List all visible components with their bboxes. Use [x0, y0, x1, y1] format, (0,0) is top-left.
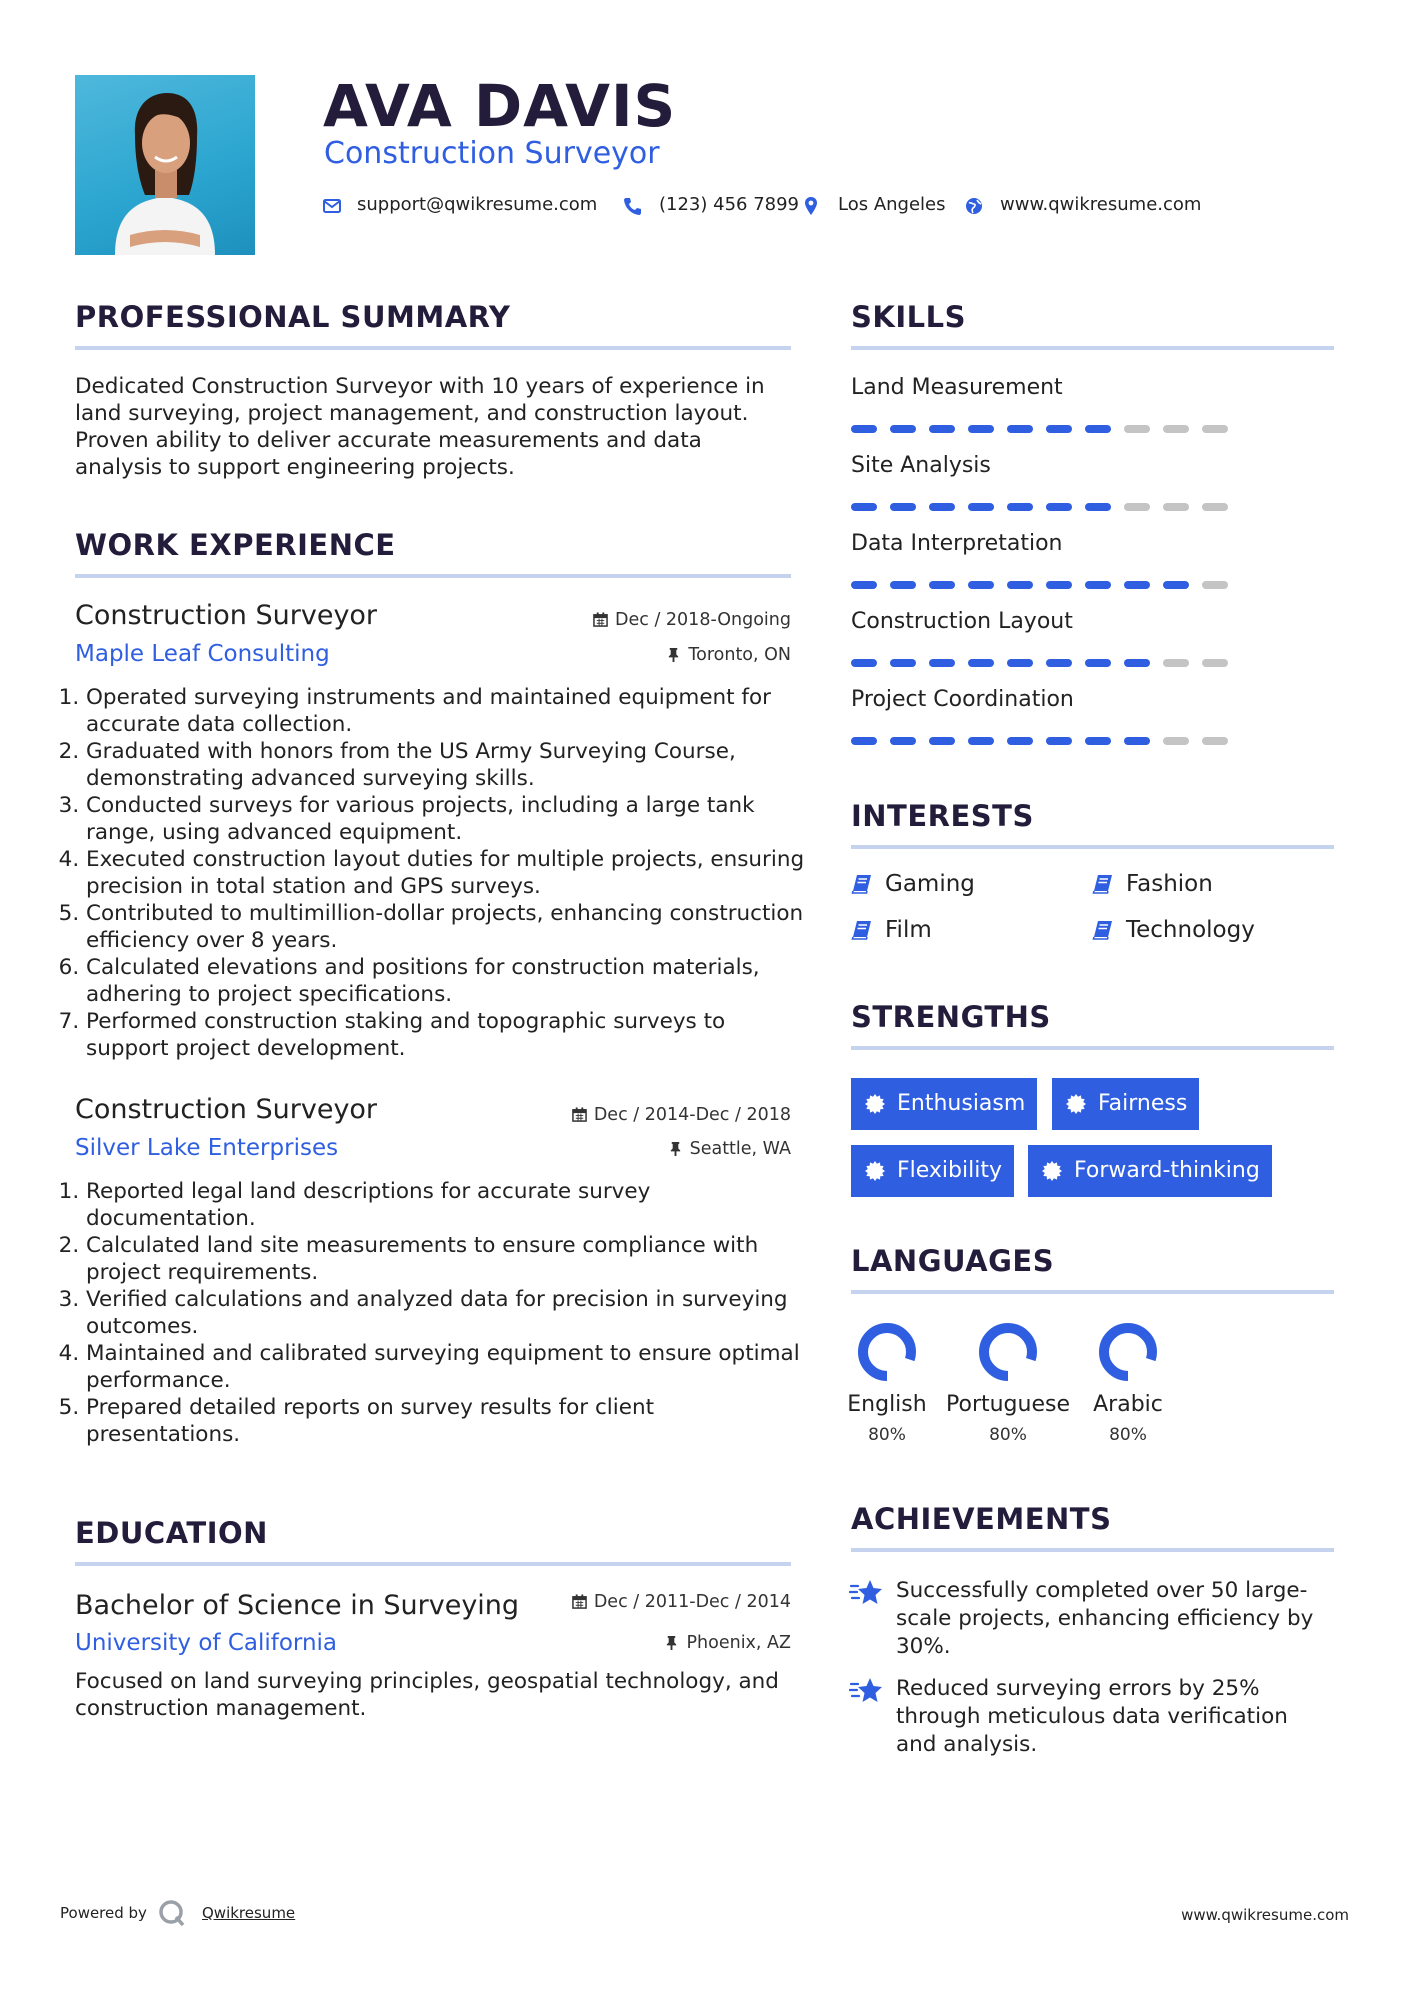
- skill-dot-filled: [968, 659, 994, 667]
- envelope-icon: [322, 196, 342, 216]
- skill-dot-filled: [1085, 737, 1111, 745]
- skill-dot-filled: [851, 659, 877, 667]
- section-rule: [851, 845, 1334, 849]
- interest-label: Technology: [1126, 917, 1255, 943]
- skill-rating: [851, 425, 1241, 433]
- experience-heading: WORK EXPERIENCE: [75, 528, 396, 562]
- skill-dot-empty: [1202, 425, 1228, 433]
- language-percent: 80%: [1109, 1425, 1147, 1445]
- skill-dot-filled: [1085, 659, 1111, 667]
- language-percent: 80%: [989, 1425, 1027, 1445]
- skill-dot-filled: [1163, 581, 1189, 589]
- skill-dot-filled: [1007, 659, 1033, 667]
- interest-label: Film: [885, 917, 932, 943]
- summary-text: Dedicated Construction Surveyor with 10 years of experience in land surveying, project management, and construction layout. Proven ability to deliver accurate measurements and data analysis to support engineering projects.: [75, 374, 765, 480]
- school-name[interactable]: University of California: [75, 1630, 338, 1656]
- list-item: 3. Verified calculations and analyzed data for precision in surveying outcomes.: [86, 1286, 808, 1340]
- summary-heading: PROFESSIONAL SUMMARY: [75, 300, 511, 334]
- skill-dot-filled: [851, 737, 877, 745]
- language-ring-fill: [984, 1328, 1032, 1376]
- skill-dot-filled: [929, 425, 955, 433]
- skill-dot-filled: [890, 659, 916, 667]
- language-name: Portuguese: [946, 1392, 1070, 1417]
- section-rule: [851, 1046, 1334, 1050]
- contact-location: Los Angeles: [838, 194, 946, 215]
- language-ring-fill: [1104, 1328, 1152, 1376]
- badge-icon: [864, 1093, 886, 1115]
- interest-label: Fashion: [1126, 871, 1213, 897]
- skill-dot-empty: [1202, 581, 1228, 589]
- achievements-heading: ACHIEVEMENTS: [851, 1502, 1112, 1536]
- skill-dot-filled: [929, 503, 955, 511]
- skill-rating: [851, 659, 1241, 667]
- skill-dot-filled: [1046, 503, 1072, 511]
- list-item: 2. Graduated with honors from the US Army Surveying Course, demonstrating advanced surveying skills.: [86, 738, 808, 792]
- education-dates: [572, 1592, 791, 1612]
- skill-dot-filled: [1007, 581, 1033, 589]
- language-name: English: [847, 1392, 927, 1417]
- language-ring-fill: [863, 1328, 911, 1376]
- job-bullets: [68, 684, 808, 1062]
- skills-heading: SKILLS: [851, 300, 966, 334]
- education-location-text: Phoenix, AZ: [686, 1633, 791, 1653]
- skill-dot-filled: [1085, 581, 1111, 589]
- section-rule: [851, 1290, 1334, 1294]
- phone-icon: [622, 196, 642, 216]
- achievement-text: Successfully completed over 50 large-scale projects, enhancing efficiency by 30%.: [896, 1578, 1314, 1659]
- job-dates-text: Dec / 2014-Dec / 2018: [593, 1105, 791, 1125]
- skill-dot-filled: [1046, 425, 1072, 433]
- list-item: 2. Calculated land site measurements to ensure compliance with project requirements.: [86, 1232, 808, 1286]
- calendar-icon: [572, 1594, 587, 1609]
- badge-icon: [1065, 1093, 1087, 1115]
- interest-item: [851, 871, 1071, 901]
- book-icon: [851, 919, 873, 941]
- map-pin-icon: [801, 196, 821, 216]
- job-location-text: Seattle, WA: [689, 1139, 791, 1159]
- skill-name: Land Measurement: [851, 375, 1063, 400]
- list-item: 3. Conducted surveys for various projects, including a large tank range, using advanced equipment.: [86, 792, 808, 846]
- job-bullets: [68, 1178, 808, 1448]
- portrait-illustration: [75, 75, 255, 255]
- interest-item: [1092, 917, 1312, 947]
- strength-tag: [1028, 1145, 1272, 1197]
- section-rule: [851, 346, 1334, 350]
- skill-dot-empty: [1202, 503, 1228, 511]
- candidate-name: AVA DAVIS: [323, 72, 677, 140]
- skill-dot-filled: [1046, 737, 1072, 745]
- education-dates-text: Dec / 2011-Dec / 2014: [593, 1592, 791, 1612]
- skill-dot-filled: [890, 581, 916, 589]
- skill-dot-filled: [890, 425, 916, 433]
- language-ring-chart: [976, 1320, 1040, 1384]
- skill-name: Project Coordination: [851, 687, 1074, 712]
- job-dates: [572, 1105, 791, 1125]
- skill-dot-empty: [1163, 737, 1189, 745]
- badge-icon: [1041, 1160, 1063, 1182]
- section-rule: [75, 346, 791, 350]
- footer-url[interactable]: www.qwikresume.com: [1181, 1906, 1349, 1924]
- skill-dot-empty: [1124, 425, 1150, 433]
- strengths-heading: STRENGTHS: [851, 1000, 1051, 1034]
- list-item: 5. Contributed to multimillion-dollar projects, enhancing construction efficiency over 8 years.: [86, 900, 808, 954]
- calendar-icon: [572, 1107, 587, 1122]
- skill-dot-filled: [929, 581, 955, 589]
- skill-dot-filled: [851, 425, 877, 433]
- pushpin-icon: [668, 1141, 683, 1156]
- book-icon: [851, 873, 873, 895]
- skill-dot-filled: [890, 737, 916, 745]
- contact-phone[interactable]: (123) 456 7899: [659, 194, 800, 215]
- shooting-star-icon: [849, 1676, 883, 1706]
- skill-dot-empty: [1163, 425, 1189, 433]
- company-name[interactable]: Maple Leaf Consulting: [75, 641, 330, 667]
- list-item: 4. Executed construction layout duties for multiple projects, ensuring precision in total station and GPS surveys.: [86, 846, 808, 900]
- list-item: 1. Reported legal land descriptions for accurate survey documentation.: [86, 1178, 808, 1232]
- skill-dot-filled: [1085, 503, 1111, 511]
- shooting-star-icon: [849, 1578, 883, 1608]
- skill-dot-filled: [851, 581, 877, 589]
- skill-dot-empty: [1124, 503, 1150, 511]
- skill-rating: [851, 503, 1241, 511]
- languages-heading: LANGUAGES: [851, 1244, 1055, 1278]
- company-name[interactable]: Silver Lake Enterprises: [75, 1135, 339, 1161]
- language-percent: 80%: [868, 1425, 906, 1445]
- list-item: 4. Maintained and calibrated surveying equipment to ensure optimal performance.: [86, 1340, 808, 1394]
- skill-dot-empty: [1163, 503, 1189, 511]
- skill-dot-empty: [1202, 659, 1228, 667]
- skill-dot-filled: [1124, 659, 1150, 667]
- contact-website[interactable]: www.qwikresume.com: [1000, 194, 1202, 215]
- skill-rating: [851, 581, 1241, 589]
- strength-label: Fairness: [1098, 1091, 1188, 1116]
- skill-dot-filled: [968, 581, 994, 589]
- degree-title: Bachelor of Science in Surveying: [75, 1590, 520, 1621]
- job-dates: [593, 610, 791, 630]
- list-item: 7. Performed construction staking and topographic surveys to support project development.: [86, 1008, 808, 1062]
- qwikresume-link[interactable]: Qwikresume: [202, 1904, 296, 1922]
- skill-dot-empty: [1163, 659, 1189, 667]
- skill-dot-filled: [968, 503, 994, 511]
- list-item: 1. Operated surveying instruments and maintained equipment for accurate data collection.: [86, 684, 808, 738]
- interests-heading: INTERESTS: [851, 799, 1034, 833]
- skill-name: Data Interpretation: [851, 531, 1063, 556]
- job-location: [666, 645, 791, 665]
- candidate-title: Construction Surveyor: [324, 136, 660, 171]
- section-rule: [75, 574, 791, 578]
- education-location: [664, 1633, 791, 1653]
- skill-name: Construction Layout: [851, 609, 1073, 634]
- strength-tag: [851, 1145, 1014, 1197]
- strength-label: Flexibility: [897, 1158, 1002, 1183]
- skill-dot-filled: [1124, 581, 1150, 589]
- language-name: Arabic: [1093, 1392, 1163, 1417]
- skill-dot-filled: [1046, 581, 1072, 589]
- strength-label: Forward-thinking: [1074, 1158, 1260, 1183]
- strength-tag: [1052, 1078, 1199, 1130]
- skill-dot-filled: [1046, 659, 1072, 667]
- skill-dot-filled: [968, 737, 994, 745]
- job-dates-text: Dec / 2018-Ongoing: [615, 610, 791, 630]
- skill-dot-filled: [1124, 737, 1150, 745]
- skill-dot-filled: [929, 737, 955, 745]
- interest-label: Gaming: [885, 871, 975, 897]
- achievement-text: Reduced surveying errors by 25% through meticulous data verification and analysis.: [896, 1676, 1288, 1757]
- calendar-icon: [593, 612, 608, 627]
- list-item: 5. Prepared detailed reports on survey results for client presentations.: [86, 1394, 808, 1448]
- job-title: Construction Surveyor: [75, 1094, 378, 1125]
- skill-dot-filled: [1007, 737, 1033, 745]
- job-location: [668, 1139, 791, 1159]
- skill-rating: [851, 737, 1241, 745]
- strength-tag: [851, 1078, 1037, 1130]
- skill-dot-filled: [1007, 425, 1033, 433]
- skill-dot-filled: [968, 425, 994, 433]
- contact-email[interactable]: support@qwikresume.com: [357, 194, 598, 215]
- job-location-text: Toronto, ON: [688, 645, 791, 665]
- globe-icon: [964, 196, 984, 216]
- badge-icon: [864, 1160, 886, 1182]
- interest-item: [1092, 871, 1312, 901]
- skill-dot-filled: [929, 659, 955, 667]
- list-item: 6. Calculated elevations and positions for construction materials, adhering to project specifications.: [86, 954, 808, 1008]
- language-ring-chart: [1096, 1320, 1160, 1384]
- powered-by-label: Powered by: [60, 1904, 147, 1922]
- skill-dot-filled: [851, 503, 877, 511]
- skill-name: Site Analysis: [851, 453, 991, 478]
- skill-dot-filled: [890, 503, 916, 511]
- strength-label: Enthusiasm: [897, 1091, 1026, 1116]
- pushpin-icon: [666, 647, 681, 662]
- language-ring-chart: [855, 1320, 919, 1384]
- book-icon: [1092, 873, 1114, 895]
- job-title: Construction Surveyor: [75, 600, 378, 631]
- skill-dot-empty: [1202, 737, 1228, 745]
- section-rule: [75, 1562, 791, 1566]
- skill-dot-filled: [1007, 503, 1033, 511]
- skill-dot-filled: [1085, 425, 1111, 433]
- education-description: Focused on land surveying principles, geospatial technology, and construction management.: [75, 1669, 779, 1721]
- profile-photo: [75, 75, 255, 255]
- section-rule: [851, 1548, 1334, 1552]
- education-heading: EDUCATION: [75, 1516, 268, 1550]
- book-icon: [1092, 919, 1114, 941]
- interest-item: [851, 917, 1071, 947]
- qwikresume-logo-icon: [158, 1899, 186, 1927]
- pushpin-icon: [664, 1635, 679, 1650]
